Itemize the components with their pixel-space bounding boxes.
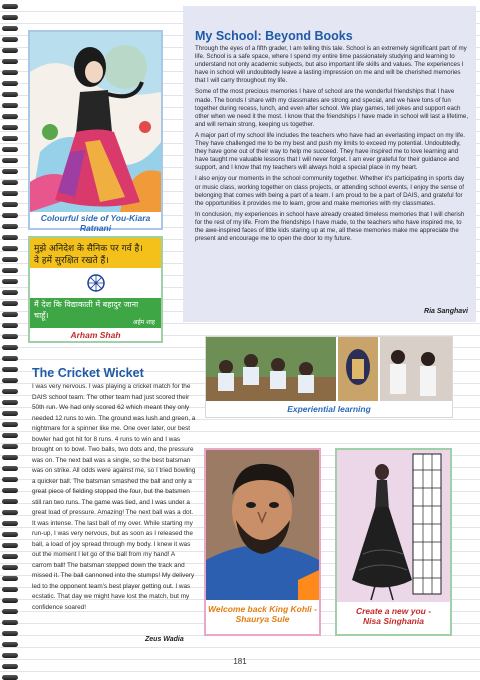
spiral-coil xyxy=(2,378,18,383)
page-number: 181 xyxy=(233,657,247,666)
students-photo-collage xyxy=(206,337,452,401)
spiral-coil xyxy=(2,609,18,614)
artwork-caption-fashion-line1: Create a new you - xyxy=(355,606,432,616)
article-title-my-school: My School: Beyond Books xyxy=(195,29,353,43)
photo-caption-experiential-learning: Experiential learning xyxy=(287,404,371,414)
spiral-coil xyxy=(2,114,18,119)
spiral-coil xyxy=(2,356,18,361)
spiral-coil xyxy=(2,125,18,130)
spiral-coil xyxy=(2,510,18,515)
spiral-coil xyxy=(2,543,18,548)
poster-signature: अर्हम शाह xyxy=(132,319,155,326)
spiral-coil xyxy=(2,246,18,251)
dancer-painting xyxy=(30,32,161,212)
artwork-caption-fashion-line2: Nisa Singhania xyxy=(363,616,424,626)
artwork-caption-hindi-poster: Arham Shah xyxy=(70,330,121,340)
paragraph: Through the eyes of a fifth grader, I am telling this tale. School is an extremely significant part of my life. School is a safe space, where I spend my entire time passionately studying and learning to understand not only academic subjects, but also important life skills and values. The experiences I have in school will undoubtedly leave a lasting impression on me and will be cherished memories that I will carry throughout my life. xyxy=(195,45,467,85)
spiral-coil xyxy=(2,301,18,306)
spiral-coil xyxy=(2,389,18,394)
ashoka-chakra-icon xyxy=(86,273,106,293)
spiral-coil xyxy=(2,279,18,284)
spiral-coil xyxy=(2,268,18,273)
spiral-coil xyxy=(2,598,18,603)
spiral-coil xyxy=(2,147,18,152)
spiral-coil xyxy=(2,554,18,559)
artwork-frame-hindi-poster xyxy=(28,236,163,343)
article-title-cricket-wicket: The Cricket Wicket xyxy=(32,366,144,380)
paragraph: I was very nervous. I was playing a cricket match for the DAIS school team. The other team had just scored their 50th run. We had only scored 62 which meant they only needed 12 runs to win. The ground was lush and green, a nightmare for a spinner like me. One over later, our best bowler had got hit for 8 runs. 4 runs to win and I was brought on to bowl. Two balls, two dots and, the pressure was on. The next ball was a single, so the best batsman was on strike. All odds were against me, so I tried bowling a quicker ball. The batsman smashed the ball and only a great piece of fielding stopped the four, but the batsmen still ran two runs. The game was tied, and I was under a great load of pressure. Amazing! The next ball was a dot. It was intense. The last ball of my over. While starting my run-up, I was very nervous, but as soon as I released the ball, a load of joy spread through my body. I knew it was out the moment I let go of the ball from my hand! A carrom ball! The batsman stepped down the track and missed it. The ball cannoned into the stumps! My delivery led to the opponent team's best player getting out. I was ecstatic. That day we might have lost the match, but my confidence soared! xyxy=(32,383,196,611)
spiral-coil xyxy=(2,48,18,53)
artwork-frame-fashion xyxy=(335,448,452,636)
poster-text-line-4: चाहूँ। xyxy=(34,311,49,320)
spiral-coil xyxy=(2,422,18,427)
spiral-coil xyxy=(2,400,18,405)
spiral-coil xyxy=(2,576,18,581)
spiral-coil xyxy=(2,136,18,141)
spiral-coil xyxy=(2,587,18,592)
artwork-caption-kohli-line2: Shaurya Sule xyxy=(235,614,290,624)
spiral-coil xyxy=(2,466,18,471)
spiral-coil xyxy=(2,224,18,229)
spiral-coil xyxy=(2,455,18,460)
spiral-coil xyxy=(2,444,18,449)
article-author-my-school: Ria Sanghavi xyxy=(424,308,468,315)
paragraph: In conclusion, my experiences in school have already created timeless memories that I will cherish for the rest of my life. From the friendships I have made, to the teachers who have inspired me, to the awe-inspired faces of little kids staring up at me, all these memories make me appreciate the present and encourage me to open the door to my future. xyxy=(195,210,465,243)
spiral-coil xyxy=(2,92,18,97)
paragraph: I also enjoy our moments in the school community together. Whether it's participating in sports day or music class, working together on class projects, or attending school events, I enjoy the sense of belonging that comes with being a part of a team. I am proud to be a part of DAIS, and grateful for the opportunities it provides me to learn, grow and make memories with my classmates. xyxy=(195,175,465,207)
spiral-coil xyxy=(2,4,18,9)
spiral-coil xyxy=(2,433,18,438)
spiral-coil xyxy=(2,532,18,537)
spiral-coil xyxy=(2,312,18,317)
poster-text-line-3: मैं देश कि विद्याकाती में बहादुर जाना xyxy=(34,300,139,309)
spiral-coil xyxy=(2,411,18,416)
spiral-coil xyxy=(2,70,18,75)
spiral-coil xyxy=(2,15,18,20)
spiral-coil xyxy=(2,499,18,504)
spiral-coil xyxy=(2,345,18,350)
artwork-frame-kohli xyxy=(204,448,321,636)
spiral-coil xyxy=(2,323,18,328)
poster-text-line-2: वे हमें सुरक्षित रखते हैं। xyxy=(34,256,109,266)
spiral-coil xyxy=(2,367,18,372)
spiral-coil xyxy=(2,59,18,64)
spiral-coil xyxy=(2,103,18,108)
paragraph: Some of the most precious memories I have of school are the wonderful friendships that I have made. The bonds I share with my classmates are strong and special, and we have tons of fun together during recess, lunch, and even after school. We play games, tell jokes and support each other when we need it the most. I know that the friendships I have made in school will last a lifetime, and will remain strong, keeping us together. xyxy=(195,88,469,128)
spiral-coil xyxy=(2,488,18,493)
artwork-caption-dancer: Colourful side of You-Kiara Ratnani xyxy=(40,213,151,233)
hindi-poster xyxy=(30,238,161,328)
spiral-coil xyxy=(2,631,18,636)
spiral-coil xyxy=(2,257,18,262)
spiral-coil xyxy=(2,202,18,207)
poster-text-line-1: मुझे अनिदेश के सैनिक पर गर्व है। xyxy=(34,244,143,254)
spiral-coil xyxy=(2,521,18,526)
article-body-cricket-wicket xyxy=(32,382,196,616)
paragraph: A major part of my school life includes the teachers who have had an everlasting impact on my life. They have challenged me to be my best and push my limits to exceed my potential. Undoubtedly, they have gone out of their way to help me succeed. They have inspired me to love learning and have taught me valuable lessons that I will never forget. I am ever grateful for their guidance and support, and I know that my teachers will always hold a special place in my heart. xyxy=(195,131,465,172)
spiral-coil xyxy=(2,180,18,185)
artwork-caption-kohli-line1: Welcome back King Kohli - xyxy=(208,604,317,614)
spiral-coil xyxy=(2,26,18,31)
artwork-frame-dancer xyxy=(28,30,163,233)
spiral-coil xyxy=(2,290,18,295)
article-body-my-school xyxy=(195,45,471,246)
fashion-sketch xyxy=(337,450,450,602)
spiral-coil xyxy=(2,620,18,625)
article-author-cricket-wicket: Zeus Wadia xyxy=(145,636,184,643)
spiral-coil xyxy=(2,675,18,680)
spiral-coil xyxy=(2,477,18,482)
spiral-binding xyxy=(2,0,20,679)
spiral-coil xyxy=(2,169,18,174)
spiral-coil xyxy=(2,213,18,218)
spiral-coil xyxy=(2,81,18,86)
spiral-coil xyxy=(2,642,18,647)
spiral-coil xyxy=(2,235,18,240)
spiral-coil xyxy=(2,37,18,42)
spiral-coil xyxy=(2,158,18,163)
spiral-coil xyxy=(2,565,18,570)
spiral-coil xyxy=(2,334,18,339)
kohli-portrait xyxy=(206,450,319,600)
photo-collage-frame xyxy=(205,336,453,418)
spiral-coil xyxy=(2,191,18,196)
